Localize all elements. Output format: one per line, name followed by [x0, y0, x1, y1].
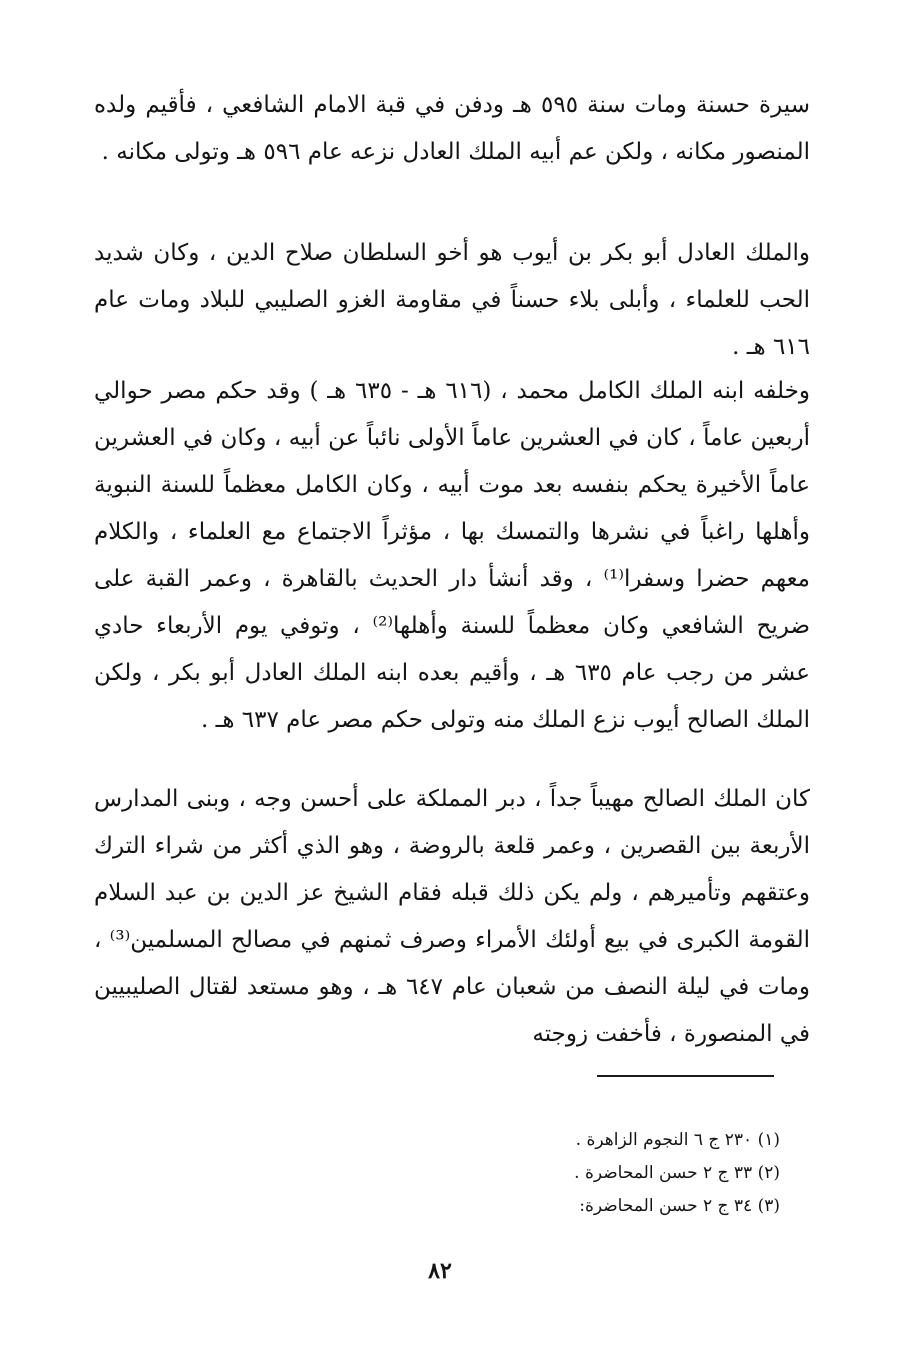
paragraph-2	[94, 230, 810, 371]
paragraph-3	[94, 368, 810, 744]
footnote-3: (٣) ٣٤ ج ٢ حسن المحاضرة:	[579, 1196, 780, 1216]
paragraph-text: كان الملك الصالح مهيباً جداً ، دبر المملكة على أحسن وجه ، وبنى المدارس الأربعة بين القصرين ، وعمر قلعة بالروضة ، وهو الذي أكثر من شراء الترك وعتقهم وتأميرهم ، ولم يكن ذلك قبله فقام الشيخ عز الدين بن عبد السلام القومة الكبرى في بيع أولئك الأمراء وصرف ثمنهم في مصالح المسلمين⁽³⁾ ، ومات في ليلة النصف من شعبان عام ٦٤٧ هـ ، وهو مستعد لقتال الصليبيين في المنصورة ، فأخفت زوجته	[94, 786, 810, 1047]
footnotes	[300, 1124, 780, 1223]
footnote-1: (١) ٢٣٠ ج ٦ النجوم الزاهرة .	[575, 1130, 780, 1150]
footnote-2: (٢) ٣٣ ج ٢ حسن المحاضرة .	[574, 1163, 780, 1183]
paragraph-text: سيرة حسنة ومات سنة ٥٩٥ هـ ودفن في قبة الامام الشافعي ، فأقيم ولده المنصور مكانه ، ولكن عم أبيه الملك العادل نزعه عام ٥٩٦ هـ وتولى مكانه .	[94, 92, 810, 165]
paragraph-1	[94, 82, 810, 176]
paragraph-text: والملك العادل أبو بكر بن أيوب هو أخو السلطان صلاح الدين ، وكان شديد الحب للعلماء ، وأبلى بلاء حسناً في مقاومة الغزو الصليبي للبلاد ومات عام ٦١٦ هـ .	[94, 240, 810, 360]
paragraph-text: وخلفه ابنه الملك الكامل محمد ، (٦١٦ هـ - ٦٣٥ هـ ) وقد حكم مصر حوالي أربعين عاماً ، كان في العشرين عاماً الأولى نائباً عن أبيه ، وكان في العشرين عاماً الأخيرة يحكم بنفسه بعد موت أبيه ، وكان الكامل معظماً للسنة النبوية وأهلها راغباً في نشرها والتمسك بها ، مؤثراً الاجتماع مع العلماء ، والكلام معهم حضرا وسفرا⁽¹⁾ ، وقد أنشأ دار الحديث بالقاهرة ، وعمر القبة على ضريح الشافعي وكان معظماً للسنة وأهلها⁽²⁾ ، وتوفي يوم الأربعاء حادي عشر من رجب عام ٦٣٥ هـ ، وأقيم بعده ابنه الملك العادل أبو بكر ، ولكن الملك الصالح أيوب نزع الملك منه وتولى حكم مصر عام ٦٣٧ هـ .	[94, 378, 811, 733]
page-number: ٨٢	[428, 1258, 452, 1284]
footnote-separator	[597, 1075, 774, 1077]
paragraph-4	[94, 776, 810, 1058]
